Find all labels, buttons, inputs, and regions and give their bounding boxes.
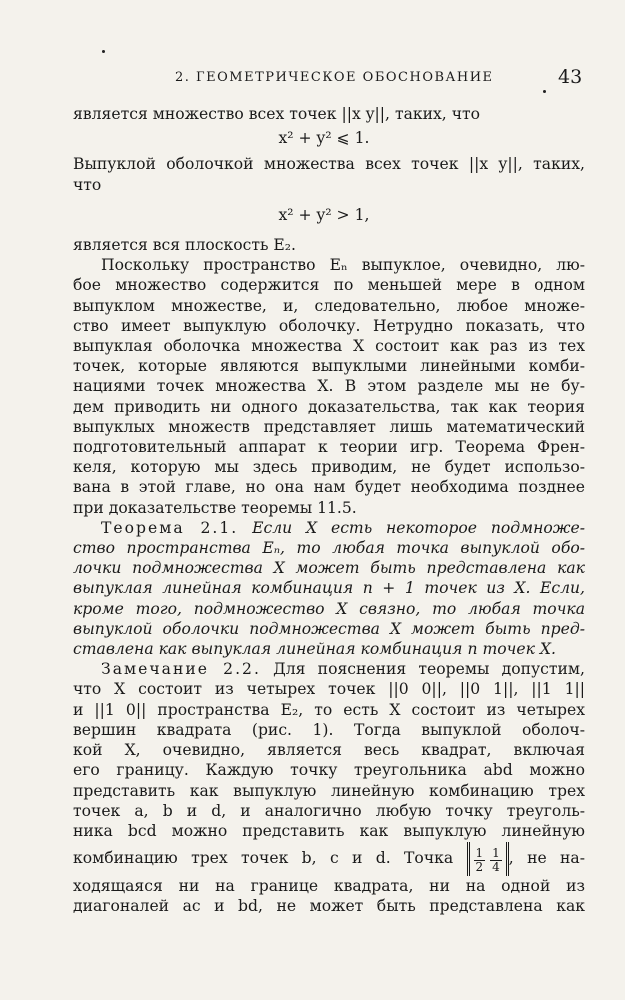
paragraph-line: подготовительный аппарат к теории игр. Теорема Френ-	[73, 438, 585, 457]
theorem-line: выпуклая линейная комбинация n + 1 точек из X. Если,	[73, 579, 585, 598]
paragraph-line: точек, которые являются выпуклыми линейными комби-	[73, 357, 585, 376]
remark-line: вершин квадрата (рис. 1). Тогда выпуклой оболоч-	[73, 720, 585, 739]
theorem-line: кроме того, подмножество X связно, то любая точка	[73, 599, 585, 618]
fraction-numerator: 1	[492, 845, 500, 860]
paragraph-line: вана в этой главе, но она нам будет необходима позднее	[73, 478, 585, 497]
remark-line-with-fraction	[73, 841, 585, 876]
print-speck	[102, 50, 105, 53]
remark-line: представить как выпуклую линейную комбинацию трех	[73, 781, 585, 800]
fraction-half	[474, 847, 486, 874]
paragraph-line: при доказательстве теоремы 11.5.	[73, 498, 357, 517]
remark-line: что X состоит из четырех точек ||0 0||, ||0 1||, ||1 1||	[73, 680, 585, 699]
theorem-line: ставлена как выпуклая линейная комбинация n точек X.	[73, 640, 556, 659]
fraction-denominator: 4	[492, 859, 500, 874]
theorem-label: Теорема 2.1.	[101, 518, 239, 537]
running-header	[0, 66, 625, 90]
remark-line: диагоналей ac и bd, не может быть представлена как	[73, 897, 585, 916]
text-line: что	[73, 175, 102, 194]
paragraph-line: ство имеет выпуклую оболочку. Нетрудно показать, что	[73, 316, 585, 335]
remark-text: Для пояснения теоремы допустим,	[273, 660, 585, 679]
text-line: является множество всех точек ||x y||, таких, что	[73, 105, 481, 123]
fraction-numerator: 1	[475, 845, 484, 860]
paragraph-line: нациями точек множества X. В этом разделе мы не бу-	[73, 377, 585, 396]
paragraph-line: бое множество содержится по меньшей мере в одном	[73, 276, 585, 295]
remark-label: Замечание 2.2.	[101, 660, 261, 679]
remark-line: кой X, очевидно, является весь квадрат, включая	[73, 741, 585, 760]
equation-2: x² + y² > 1,	[278, 205, 370, 224]
theorem-line: ство пространства Eₙ, то любая точка выпуклой обо-	[73, 539, 585, 558]
running-title: 2. ГЕОМЕТРИЧЕСКОЕ ОБОСНОВАНИЕ	[175, 70, 494, 85]
remark-line	[73, 659, 585, 679]
equation-1: x² + y² ⩽ 1.	[278, 129, 370, 148]
remark-text: комбинацию трех точек b, c и d. Точка	[73, 849, 454, 868]
point-vector	[467, 842, 509, 876]
remark-line: ходящаяся ни на границе квадрата, ни на одной из	[73, 877, 585, 896]
paragraph-line: келя, которую мы здесь приводим, не будет использо-	[73, 458, 585, 477]
remark-line: ника bcd можно представить как выпуклую линейную	[73, 821, 585, 840]
remark-line: его границу. Каждую точку треугольника abd можно	[73, 761, 585, 780]
fraction-denominator: 2	[475, 859, 484, 874]
theorem-line	[73, 518, 585, 538]
remark-text: , не на-	[508, 849, 585, 868]
text-line: Выпуклой оболочкой множества всех точек ||x y||, таких,	[73, 155, 585, 174]
text-line: является вся плоскость E₂.	[73, 236, 297, 255]
paragraph-line: Поскольку пространство Eₙ выпуклое, очевидно, лю-	[101, 256, 585, 275]
theorem-line: выпуклой оболочки подмножества X может быть пред-	[73, 619, 585, 638]
remark-line: точек a, b и d, и аналогично любую точку треуголь-	[73, 801, 585, 820]
paragraph-line: выпуклая оболочка множества X состоит как раз из тех	[73, 337, 585, 356]
print-speck	[543, 90, 546, 93]
theorem-line: лочки подмножества X может быть представлена как	[73, 559, 585, 578]
paragraph-line: дем приводить ни одного доказательства, так как теория	[73, 397, 585, 416]
remark-line: и ||1 0|| пространства E₂, то есть X состоит из четырех	[73, 700, 585, 719]
fraction-quarter	[490, 847, 502, 874]
page-body	[73, 104, 585, 917]
page-number: 43	[558, 66, 583, 88]
paragraph-line: выпуклых множеств представляет лишь математический	[73, 417, 585, 436]
paragraph-line: выпуклом множестве, и, следовательно, любое множе-	[73, 296, 585, 315]
theorem-text: Если X есть некоторое подмноже-	[252, 518, 585, 537]
